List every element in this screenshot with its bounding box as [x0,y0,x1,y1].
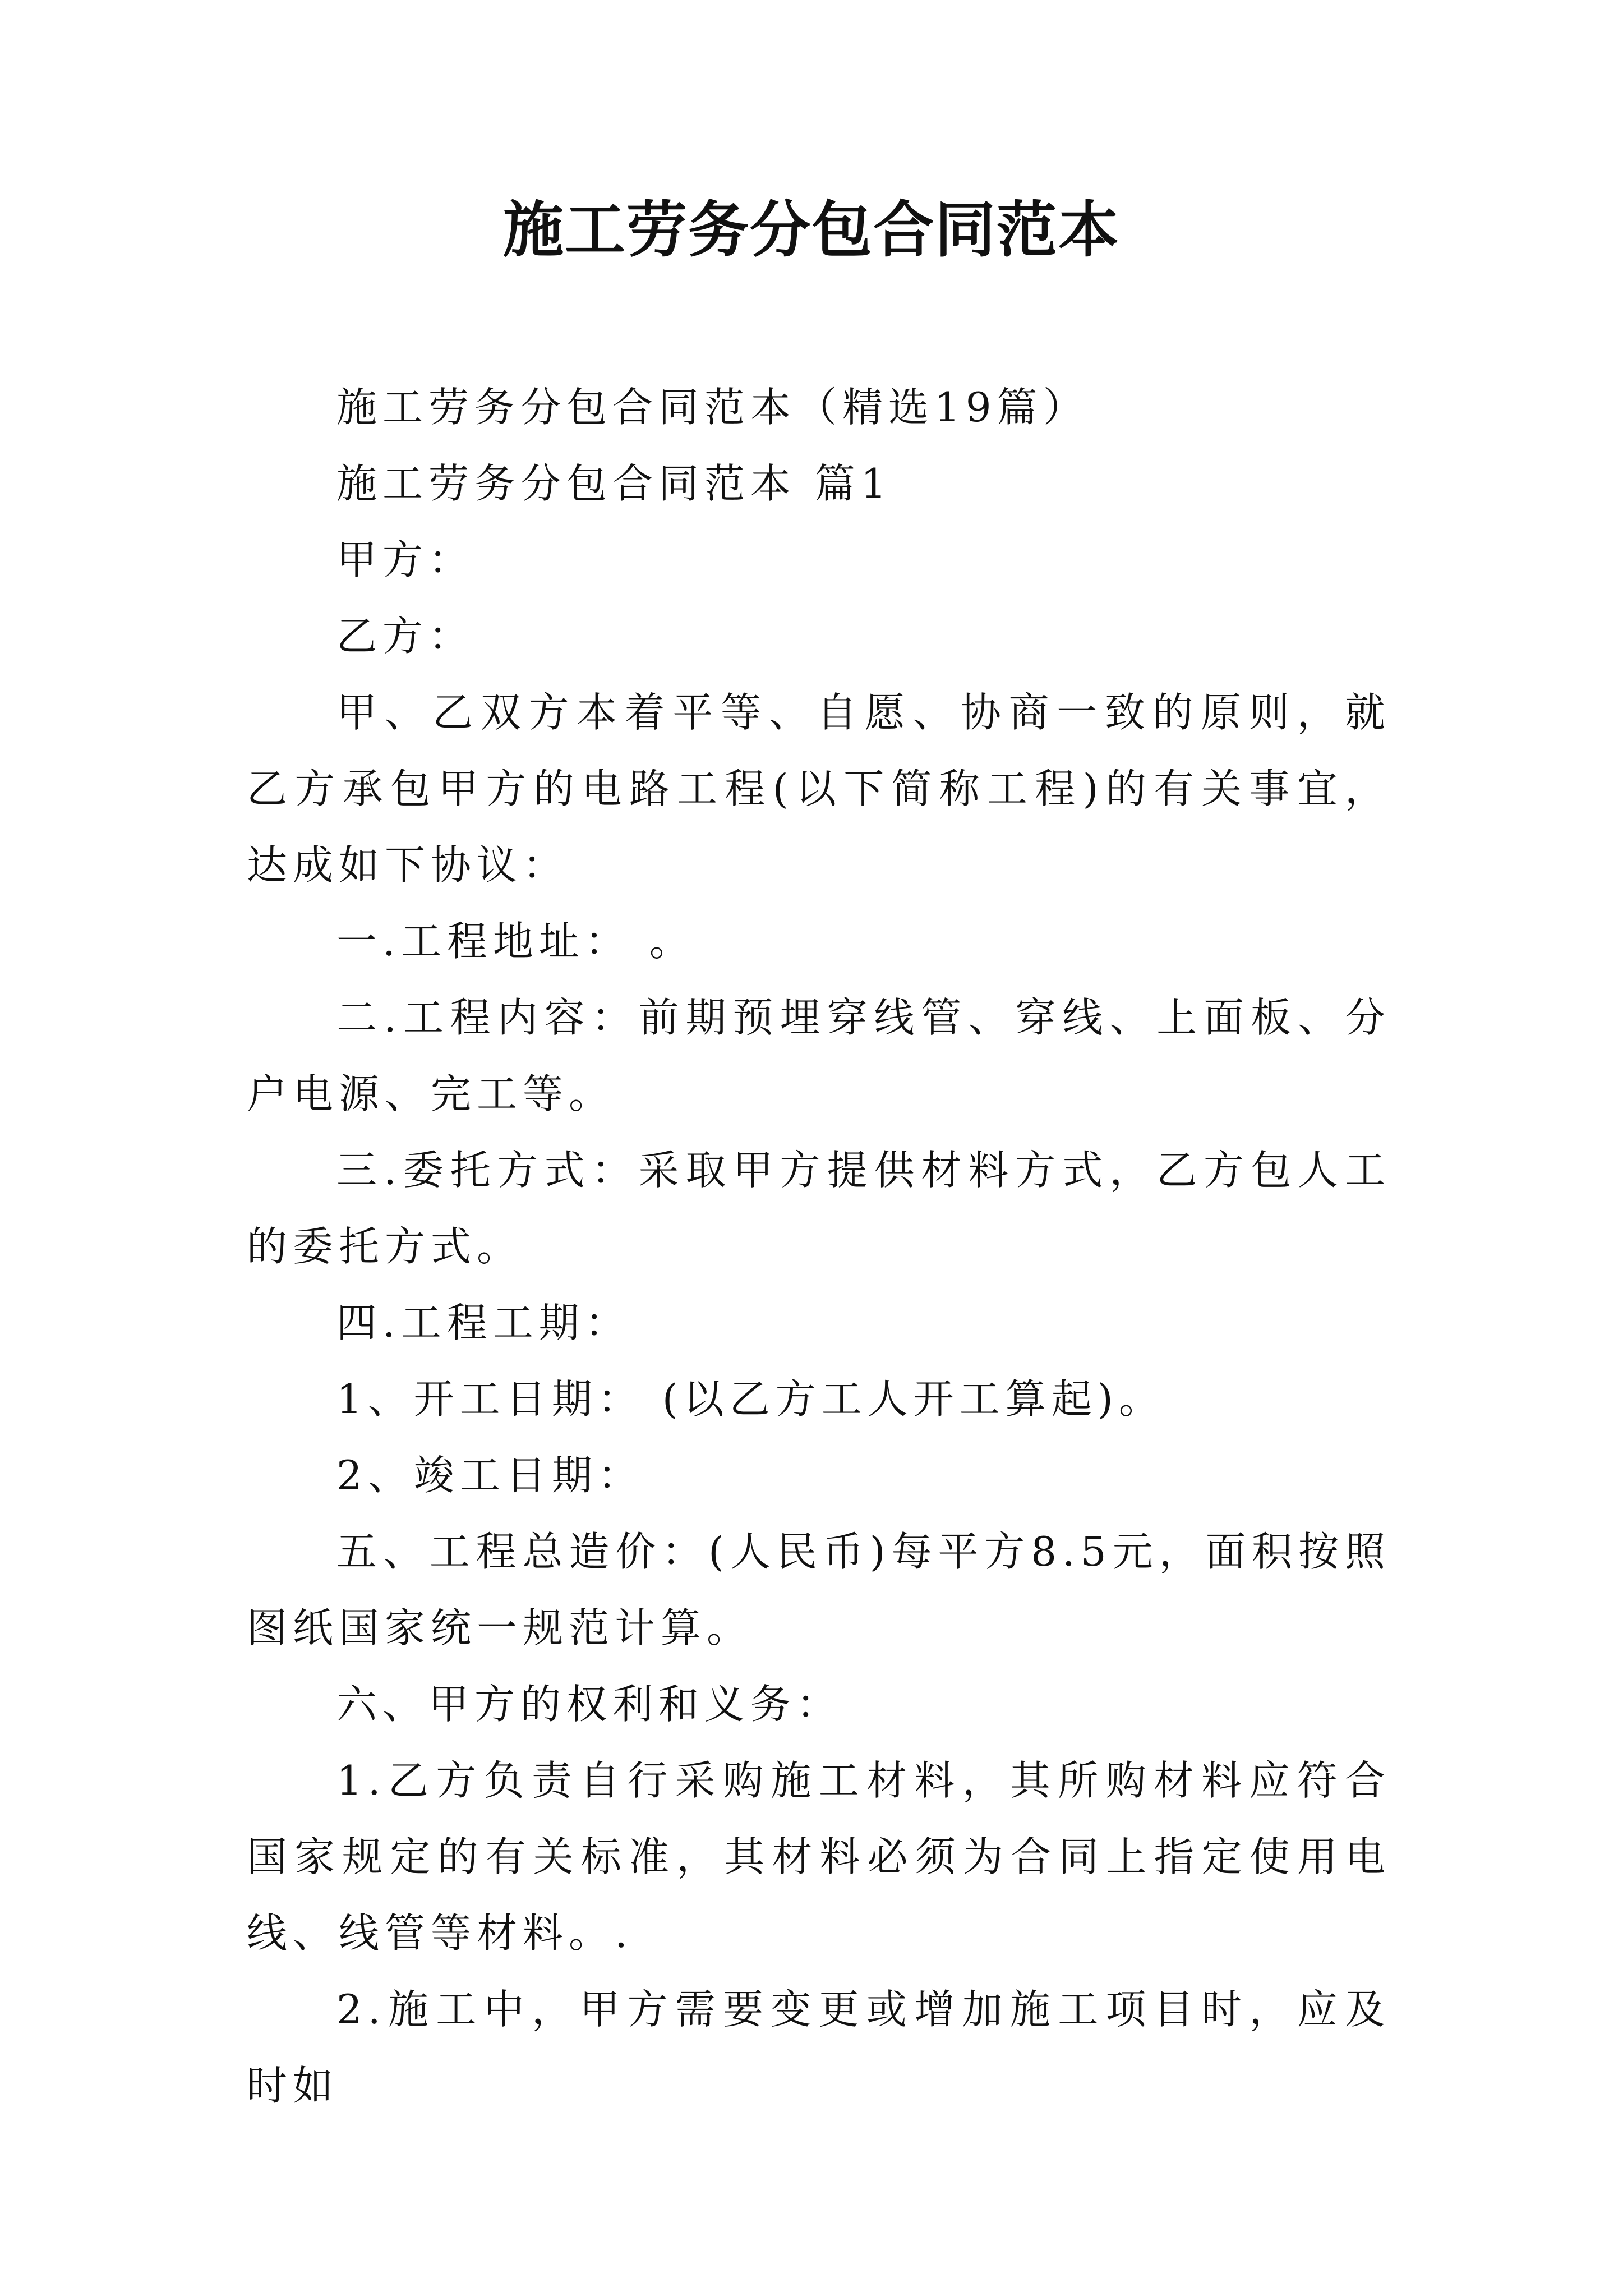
party-b-line: 乙方： [336,613,475,660]
section-heading: 施工劳务分包合同范本 篇1 [336,460,892,507]
clause-content: 二.工程内容：前期预埋穿线管、穿线、上面板、分户电源、完工等。 [247,994,1391,1117]
clause-total-price: 五、工程总造价：(人民币)每平方8.5元，面积按照图纸国家统一规范计算。 [247,1528,1391,1651]
clause-end-date: 2、竣工日期： [336,1452,644,1499]
document-body [247,369,1391,2124]
clause-start-date: 1、开工日期： (以乙方工人开工算起)。 [336,1375,1165,1423]
clause-method: 三.委托方式：采取甲方提供材料方式，乙方包人工的委托方式。 [247,1147,1391,1270]
subtitle-paragraph: 施工劳务分包合同范本（精选19篇） [336,384,1089,431]
party-a-line: 甲方： [336,536,475,583]
clause-party-a-rights: 六、甲方的权利和义务： [336,1681,843,1728]
clause-address: 一.工程地址： 。 [336,918,695,965]
clause-schedule: 四.工程工期： [336,1299,631,1346]
preamble-paragraph: 甲、乙双方本着平等、自愿、协商一致的原则，就乙方承包甲方的电路工程(以下简称工程)的有关事宜，达成如下协议： [247,689,1391,889]
clause-item-1: 1.乙方负责自行采购施工材料，其所购材料应符合国家规定的有关标准，其材料必须为合同上指定使用电线、线管等材料。. [247,1757,1391,1957]
document-title: 施工劳务分包合同范本 [502,195,1120,265]
clause-item-2: 2.施工中，甲方需要变更或增加施工项目时，应及时如 [247,1986,1391,2109]
